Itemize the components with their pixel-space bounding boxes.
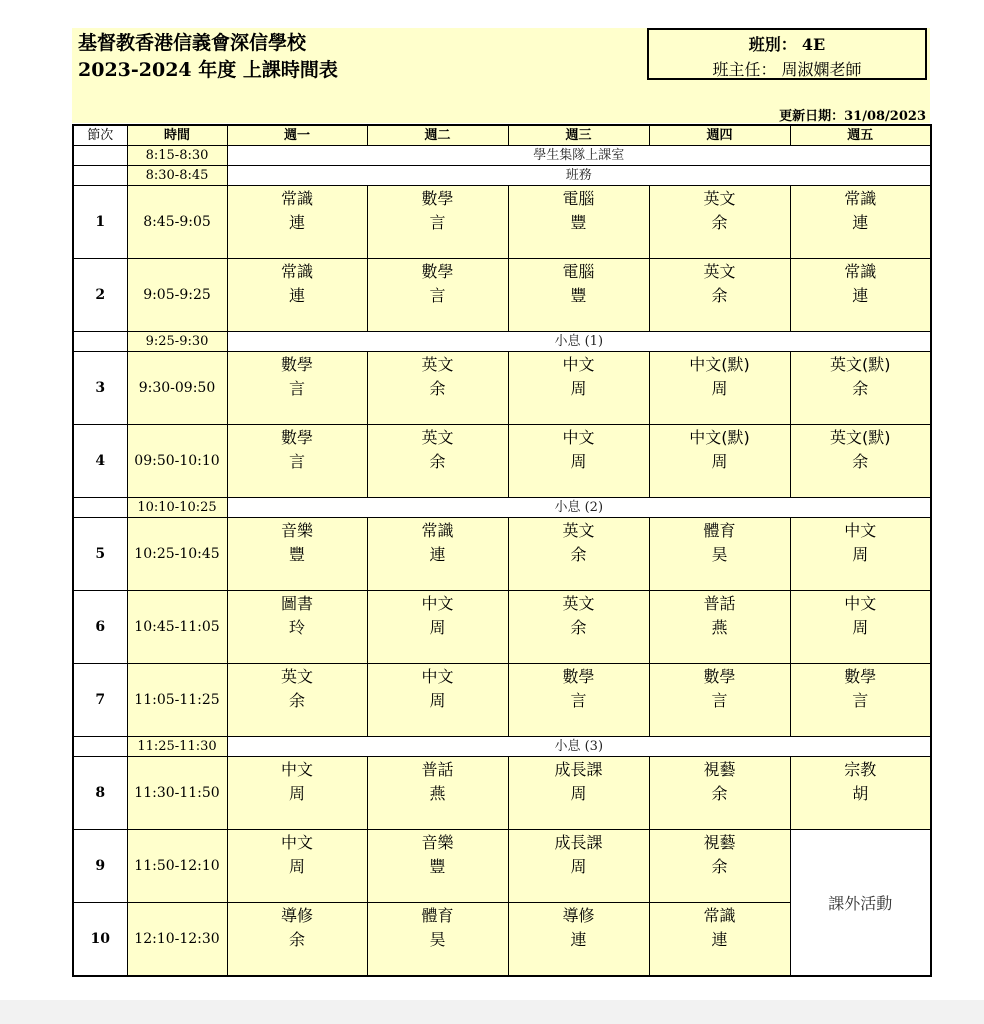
subject-cell xyxy=(790,352,931,425)
time-cell: 11:05-11:25 xyxy=(127,664,227,737)
subject-cell xyxy=(649,664,790,737)
period-number: 2 xyxy=(73,259,127,332)
subject-cell xyxy=(367,186,508,259)
break-label: 小息 (1) xyxy=(227,332,931,352)
period-number: 7 xyxy=(73,664,127,737)
subject-name: 中文 xyxy=(844,521,877,540)
teacher-name: 周 xyxy=(570,379,587,398)
subject-cell xyxy=(367,830,508,903)
break-label: 班務 xyxy=(227,166,931,186)
time-cell: 09:50-10:10 xyxy=(127,425,227,498)
teacher-name: 余 xyxy=(852,379,869,398)
subject-cell xyxy=(790,591,931,664)
page-bottom-strip xyxy=(0,1000,984,1024)
subject-cell xyxy=(649,591,790,664)
teacher-name: 周 xyxy=(570,857,587,876)
teacher-name: 言 xyxy=(429,213,446,232)
lesson-row xyxy=(73,591,931,664)
teacher-name: 余 xyxy=(429,452,446,471)
subject-name: 導修 xyxy=(280,906,313,925)
break-label: 小息 (2) xyxy=(227,498,931,518)
subject-cell xyxy=(227,830,367,903)
subject-cell xyxy=(367,591,508,664)
lesson-row xyxy=(73,259,931,332)
col-header-period: 節次 xyxy=(73,125,127,146)
teacher-name: 周 xyxy=(288,857,305,876)
subject-cell xyxy=(227,518,367,591)
teacher-name: 言 xyxy=(288,379,305,398)
subject-name: 常識 xyxy=(844,262,877,281)
lesson-row xyxy=(73,757,931,830)
subject-cell xyxy=(508,757,649,830)
teacher-label: 班主任： xyxy=(712,60,777,79)
class-info-box xyxy=(647,28,927,80)
teacher-name: 余 xyxy=(288,930,305,949)
class-label: 班別： xyxy=(748,35,797,54)
col-header-time: 時間 xyxy=(127,125,227,146)
subject-name: 電腦 xyxy=(562,189,595,208)
teacher-name: 連 xyxy=(711,930,728,949)
subject-cell xyxy=(790,664,931,737)
teacher-name: 連 xyxy=(288,286,305,305)
teacher-name: 余 xyxy=(711,286,728,305)
teacher-name: 豐 xyxy=(570,286,587,305)
col-header-tue: 週二 xyxy=(367,125,508,146)
time-cell: 8:30-8:45 xyxy=(127,166,227,186)
subject-name: 中文(默) xyxy=(689,355,750,374)
subject-cell xyxy=(649,830,790,903)
teacher-name: 周 xyxy=(852,618,869,637)
teacher-name: 周 xyxy=(429,618,446,637)
subject-cell xyxy=(367,259,508,332)
subject-cell xyxy=(508,425,649,498)
lesson-row xyxy=(73,352,931,425)
subject-name: 數學 xyxy=(280,355,313,374)
subject-name: 英文(默) xyxy=(830,428,891,447)
subject-name: 英文 xyxy=(703,189,736,208)
break-label: 學生集隊上課室 xyxy=(227,146,931,166)
period-number: 5 xyxy=(73,518,127,591)
teacher-line xyxy=(649,57,925,80)
subject-name: 數學 xyxy=(703,667,736,686)
school-title-block xyxy=(78,30,338,84)
subject-name: 宗教 xyxy=(844,760,877,779)
class-line xyxy=(649,32,925,55)
period-number: 3 xyxy=(73,352,127,425)
subject-name: 中文 xyxy=(562,355,595,374)
subject-name: 常識 xyxy=(280,262,313,281)
teacher-name: 連 xyxy=(570,930,587,949)
period-number: 8 xyxy=(73,757,127,830)
subject-name: 成長課 xyxy=(554,833,603,852)
lesson-row xyxy=(73,518,931,591)
subject-cell xyxy=(227,591,367,664)
subject-name: 音樂 xyxy=(421,833,454,852)
subject-name: 中文 xyxy=(562,428,595,447)
teacher-name: 余 xyxy=(570,618,587,637)
subject-name: 體育 xyxy=(703,521,736,540)
subject-cell xyxy=(649,518,790,591)
teacher-name: 豐 xyxy=(570,213,587,232)
time-cell: 9:05-9:25 xyxy=(127,259,227,332)
class-value: 4E xyxy=(801,35,826,54)
period-cell-empty xyxy=(73,166,127,186)
break-row xyxy=(73,146,931,166)
subject-name: 視藝 xyxy=(703,833,736,852)
period-number: 1 xyxy=(73,186,127,259)
header-row xyxy=(73,125,931,146)
subject-cell xyxy=(227,186,367,259)
subject-name: 中文(默) xyxy=(689,428,750,447)
time-cell: 10:10-10:25 xyxy=(127,498,227,518)
period-number: 6 xyxy=(73,591,127,664)
teacher-name: 連 xyxy=(852,213,869,232)
time-cell: 10:45-11:05 xyxy=(127,591,227,664)
teacher-name: 言 xyxy=(288,452,305,471)
subject-cell xyxy=(227,757,367,830)
col-header-thu: 週四 xyxy=(649,125,790,146)
time-cell: 11:30-11:50 xyxy=(127,757,227,830)
teacher-name: 言 xyxy=(570,691,587,710)
subject-name: 常識 xyxy=(844,189,877,208)
teacher-name: 周 xyxy=(711,452,728,471)
timetable-title: 2023-2024 年度 上課時間表 xyxy=(78,59,338,81)
subject-name: 普話 xyxy=(703,594,736,613)
teacher-name: 連 xyxy=(288,213,305,232)
teacher-name: 言 xyxy=(852,691,869,710)
subject-cell xyxy=(649,352,790,425)
teacher-name: 周 xyxy=(852,545,869,564)
subject-cell xyxy=(508,830,649,903)
subject-cell xyxy=(508,664,649,737)
subject-cell xyxy=(790,259,931,332)
break-row xyxy=(73,737,931,757)
teacher-name: 周 xyxy=(288,784,305,803)
time-cell: 9:30-09:50 xyxy=(127,352,227,425)
teacher-name: 連 xyxy=(852,286,869,305)
subject-cell xyxy=(508,903,649,977)
subject-name: 體育 xyxy=(421,906,454,925)
lesson-row xyxy=(73,830,931,903)
subject-name: 英文 xyxy=(280,667,313,686)
subject-name: 成長課 xyxy=(554,760,603,779)
subject-name: 普話 xyxy=(421,760,454,779)
period-number: 10 xyxy=(73,903,127,977)
subject-name: 中文 xyxy=(421,667,454,686)
teacher-name: 言 xyxy=(711,691,728,710)
extra-activity-cell: 課外活動 xyxy=(790,830,931,977)
subject-name: 導修 xyxy=(562,906,595,925)
subject-name: 中文 xyxy=(421,594,454,613)
col-header-wed: 週三 xyxy=(508,125,649,146)
timetable-header xyxy=(72,28,930,123)
subject-name: 英文 xyxy=(421,428,454,447)
subject-name: 中文 xyxy=(280,760,313,779)
subject-cell xyxy=(367,757,508,830)
subject-name: 英文 xyxy=(562,521,595,540)
time-cell: 11:50-12:10 xyxy=(127,830,227,903)
subject-name: 英文(默) xyxy=(830,355,891,374)
teacher-name: 言 xyxy=(429,286,446,305)
subject-cell xyxy=(649,757,790,830)
time-cell: 12:10-12:30 xyxy=(127,903,227,977)
teacher-name: 連 xyxy=(429,545,446,564)
teacher-name: 昊 xyxy=(711,545,728,564)
break-label: 小息 (3) xyxy=(227,737,931,757)
subject-cell xyxy=(790,518,931,591)
teacher-name: 余 xyxy=(288,691,305,710)
teacher-name: 燕 xyxy=(429,784,446,803)
subject-cell xyxy=(790,425,931,498)
subject-name: 數學 xyxy=(844,667,877,686)
teacher-name: 胡 xyxy=(852,784,869,803)
school-name: 基督教香港信義會深信學校 xyxy=(78,32,307,54)
subject-cell xyxy=(367,664,508,737)
subject-cell xyxy=(508,186,649,259)
subject-cell xyxy=(649,903,790,977)
subject-name: 數學 xyxy=(280,428,313,447)
lesson-row xyxy=(73,425,931,498)
break-row xyxy=(73,166,931,186)
teacher-name: 豐 xyxy=(429,857,446,876)
subject-cell xyxy=(227,903,367,977)
teacher-name: 余 xyxy=(429,379,446,398)
subject-cell xyxy=(508,352,649,425)
subject-cell xyxy=(508,259,649,332)
time-cell: 9:25-9:30 xyxy=(127,332,227,352)
break-row xyxy=(73,498,931,518)
subject-cell xyxy=(227,425,367,498)
subject-cell xyxy=(649,259,790,332)
subject-name: 電腦 xyxy=(562,262,595,281)
subject-name: 視藝 xyxy=(703,760,736,779)
teacher-name: 周 xyxy=(570,452,587,471)
subject-name: 中文 xyxy=(280,833,313,852)
teacher-name: 余 xyxy=(570,545,587,564)
subject-name: 常識 xyxy=(421,521,454,540)
teacher-name: 豐 xyxy=(288,545,305,564)
subject-cell xyxy=(367,903,508,977)
col-header-mon: 週一 xyxy=(227,125,367,146)
teacher-name: 周 xyxy=(570,784,587,803)
subject-cell xyxy=(508,591,649,664)
lesson-row xyxy=(73,664,931,737)
subject-name: 中文 xyxy=(844,594,877,613)
period-cell-empty xyxy=(73,737,127,757)
teacher-name: 余 xyxy=(711,213,728,232)
updated-date: 更新日期：31/08/2023 xyxy=(779,109,926,124)
subject-cell xyxy=(649,425,790,498)
time-cell: 8:15-8:30 xyxy=(127,146,227,166)
subject-name: 常識 xyxy=(703,906,736,925)
subject-name: 數學 xyxy=(421,262,454,281)
subject-cell xyxy=(790,757,931,830)
period-number: 4 xyxy=(73,425,127,498)
timetable xyxy=(72,124,932,977)
subject-cell xyxy=(790,186,931,259)
lesson-row xyxy=(73,186,931,259)
teacher-name: 玲 xyxy=(288,618,305,637)
teacher-name: 余 xyxy=(711,857,728,876)
period-cell-empty xyxy=(73,146,127,166)
subject-name: 常識 xyxy=(280,189,313,208)
col-header-fri: 週五 xyxy=(790,125,931,146)
subject-name: 數學 xyxy=(421,189,454,208)
teacher-name: 周 xyxy=(429,691,446,710)
subject-cell xyxy=(227,259,367,332)
subject-name: 圖書 xyxy=(280,594,313,613)
subject-cell xyxy=(367,425,508,498)
subject-name: 數學 xyxy=(562,667,595,686)
subject-cell xyxy=(649,186,790,259)
teacher-name: 余 xyxy=(852,452,869,471)
time-cell: 8:45-9:05 xyxy=(127,186,227,259)
subject-name: 英文 xyxy=(421,355,454,374)
teacher-name: 燕 xyxy=(711,618,728,637)
subject-name: 英文 xyxy=(703,262,736,281)
subject-cell xyxy=(227,664,367,737)
subject-cell xyxy=(508,518,649,591)
period-cell-empty xyxy=(73,332,127,352)
time-cell: 10:25-10:45 xyxy=(127,518,227,591)
period-cell-empty xyxy=(73,498,127,518)
subject-cell xyxy=(367,352,508,425)
timetable-body xyxy=(73,125,931,976)
teacher-name: 余 xyxy=(711,784,728,803)
period-number: 9 xyxy=(73,830,127,903)
subject-name: 英文 xyxy=(562,594,595,613)
teacher-name: 周 xyxy=(711,379,728,398)
break-row xyxy=(73,332,931,352)
subject-cell xyxy=(227,352,367,425)
subject-name: 音樂 xyxy=(280,521,313,540)
teacher-value: 周淑嫻老師 xyxy=(781,60,862,79)
subject-cell xyxy=(367,518,508,591)
time-cell: 11:25-11:30 xyxy=(127,737,227,757)
teacher-name: 昊 xyxy=(429,930,446,949)
